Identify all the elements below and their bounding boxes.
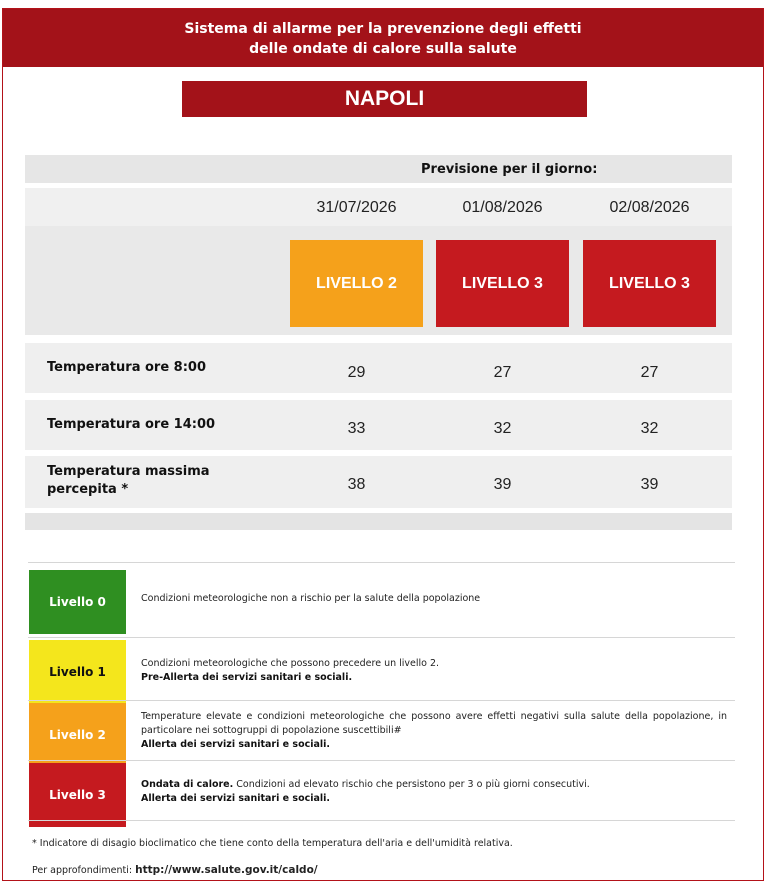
legend-level-3-lead: Ondata di calore.: [141, 779, 234, 790]
temp-8-day-3: 27: [640, 364, 659, 381]
city-title: NAPOLI: [182, 81, 587, 117]
row-label-temp-14: Temperatura ore 14:00: [47, 417, 216, 432]
level-badge-day-1: LIVELLO 2: [290, 240, 423, 327]
row-label-max-perceived: [47, 463, 210, 499]
more-info-link[interactable]: http://www.salute.gov.it/caldo/: [135, 864, 318, 876]
legend-level-1-text: [141, 657, 727, 685]
legend-level-2-desc: Temperature elevate e condizioni meteorologiche che possono avere effetti negativi sulla salute della popolazione, in particolare nei sottogruppi di popolazione suscettibili#: [141, 711, 727, 736]
max-perceived-day-1: 38: [347, 476, 366, 493]
legend-level-3-swatch: Livello 3: [29, 763, 126, 827]
legend-divider: [28, 562, 735, 563]
legend-level-2-swatch: Livello 2: [29, 703, 126, 767]
legend-level-2-action: Allerta dei servizi sanitari e sociali.: [141, 739, 331, 750]
legend-divider: [28, 760, 735, 761]
forecast-date-3: 02/08/2026: [609, 199, 690, 216]
legend-divider: [28, 820, 735, 821]
forecast-date-2: 01/08/2026: [462, 199, 543, 216]
temp-8-day-2: 27: [493, 364, 512, 381]
more-info-line: [32, 864, 318, 876]
temp-8-day-1: 29: [347, 364, 366, 381]
level-badge-day-2: LIVELLO 3: [436, 240, 569, 327]
table-footer-band: [25, 513, 732, 530]
legend-level-0-desc: Condizioni meteorologiche non a rischio per la salute della popolazione: [141, 593, 481, 604]
legend-level-2-text: [141, 710, 727, 752]
legend-level-1-swatch: Livello 1: [29, 640, 126, 704]
row-label-line2: percepita *: [47, 482, 129, 497]
legend-level-3-desc: Condizioni ad elevato rischio che persistono per 3 o più giorni consecutivi.: [233, 779, 590, 790]
forecast-label: Previsione per il giorno:: [421, 162, 598, 177]
row-label-line1: Temperatura massima: [47, 464, 210, 479]
temp-14-day-2: 32: [493, 420, 512, 437]
level-badge-day-3: LIVELLO 3: [583, 240, 716, 327]
max-perceived-day-3: 39: [640, 476, 659, 493]
temp-14-day-1: 33: [347, 420, 366, 437]
legend-divider: [28, 700, 735, 701]
legend-level-1-desc: Condizioni meteorologiche che possono precedere un livello 2.: [141, 658, 440, 669]
footnote: * Indicatore di disagio bioclimatico che tiene conto della temperatura dell'aria e dell'umidità relativa.: [32, 838, 513, 849]
row-label-temp-8: Temperatura ore 8:00: [47, 360, 207, 375]
forecast-label-band: [25, 155, 732, 183]
legend-level-3-action: Allerta dei servizi sanitari e sociali.: [141, 793, 331, 804]
legend-level-3-text: [141, 778, 727, 806]
more-info-label: Per approfondimenti:: [32, 865, 133, 876]
legend-level-0-text: [141, 592, 727, 606]
bulletin-header: [3, 9, 763, 67]
legend-level-1-action: Pre-Allerta dei servizi sanitari e sociali.: [141, 672, 353, 683]
header-title-line2: delle ondate di calore sulla salute: [249, 41, 517, 57]
temp-14-day-3: 32: [640, 420, 659, 437]
forecast-date-1: 31/07/2026: [316, 199, 397, 216]
header-title-line1: Sistema di allarme per la prevenzione degli effetti: [184, 21, 582, 37]
max-perceived-day-2: 39: [493, 476, 512, 493]
legend-level-0-swatch: Livello 0: [29, 570, 126, 634]
legend-divider: [28, 637, 735, 638]
